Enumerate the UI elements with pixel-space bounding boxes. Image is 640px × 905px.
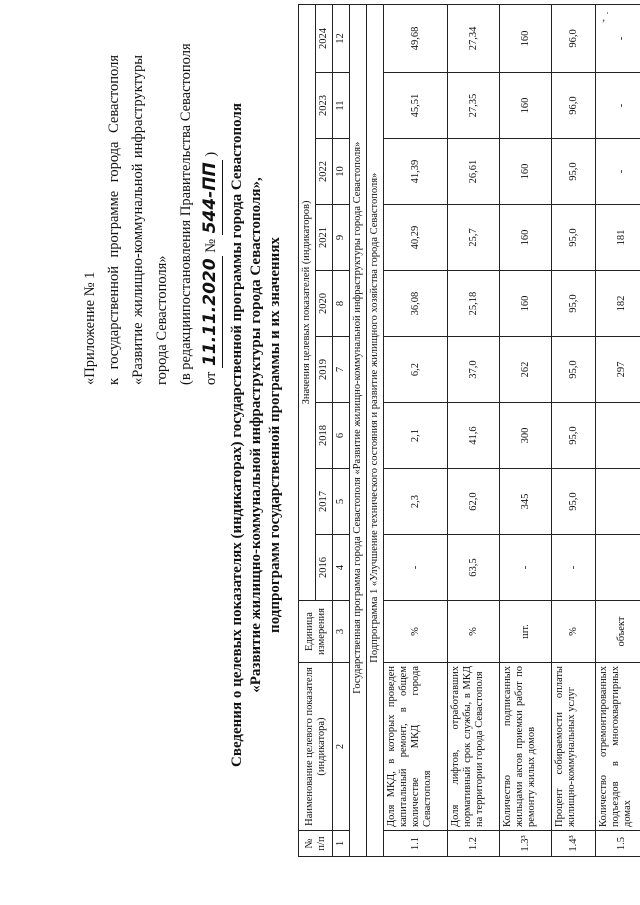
column-number: 12	[333, 4, 350, 72]
row-name: Количество отремонтированных подъездов в многоквартирных домах	[596, 663, 640, 831]
row-value: 2,3	[384, 469, 448, 535]
row-unit: %	[448, 601, 500, 663]
table-row	[552, 4, 596, 856]
row-name: Доля МКД, в которых проведен капитальный ремонт, в общем количестве МКД города Севастополя	[384, 663, 448, 831]
appendix-word: жилищно-коммунальной	[130, 163, 146, 318]
row-value: 37,0	[448, 337, 500, 403]
row-value: 262	[500, 337, 552, 403]
row-num: 1.1	[384, 831, 448, 857]
header-year: 2018	[316, 403, 333, 469]
appendix-line-4: города Севастополя»	[154, 255, 170, 385]
row-value: 95,0	[552, 403, 596, 469]
title-line-3: подпрограмм государственной программы и их значениях	[267, 237, 283, 633]
row-value	[596, 469, 640, 535]
indicators-table	[298, 4, 640, 857]
column-number: 2	[333, 663, 350, 831]
appendix-from: от	[203, 371, 219, 385]
appendix-word: «Развитие	[130, 322, 146, 385]
column-number: 4	[333, 535, 350, 601]
appendix-line-3	[126, 55, 150, 385]
title-line-2: «Развитие жилищно-коммунальной инфраструктуры города Севастополя»,	[248, 177, 264, 693]
row-value: 96,0	[552, 73, 596, 139]
appendix-line-2	[102, 55, 126, 385]
header-year: 2024	[316, 4, 333, 72]
corner-mark: ‚ˈ	[601, 9, 610, 24]
row-value: 95,0	[552, 271, 596, 337]
row-value	[596, 403, 640, 469]
row-value: 345	[500, 469, 552, 535]
row-value: 95,0	[552, 139, 596, 205]
program-title: Государственная программа города Севастополя «Развитие жилищно-коммунальной инфраструктуры города Севастополя»	[350, 4, 367, 830]
document-title	[228, 85, 285, 785]
header-year: 2022	[316, 139, 333, 205]
row-value: 62,0	[448, 469, 500, 535]
header-num: № п/п	[299, 831, 333, 857]
column-number: 1	[333, 831, 350, 857]
row-value: 27,34	[448, 4, 500, 72]
row-value: 95,0	[552, 337, 596, 403]
column-number: 8	[333, 271, 350, 337]
program-spacer	[350, 831, 367, 857]
header-year: 2017	[316, 469, 333, 535]
row-value: -	[384, 535, 448, 601]
appendix-word: Севастополя	[106, 55, 122, 133]
row-value: 96,0	[552, 4, 596, 72]
subprogram-title: Подпрограмма 1 «Улучшение технического состояния и развитие жилищного хозяйства города Севастополя»	[367, 4, 384, 830]
row-value: -	[552, 535, 596, 601]
appendix-word: государственной	[106, 266, 122, 370]
header-name: Наименование целевого показателя (индикатора)	[299, 663, 333, 831]
row-value: 95,0	[552, 469, 596, 535]
handwritten-number: 544-ПП	[198, 160, 223, 235]
appendix-word: постановления Правительства Севастополя	[178, 43, 194, 313]
row-name: Доля лифтов, отработавших нормативный срок службы, в МКД на территории города Севастополя	[448, 663, 500, 831]
header-year: 2023	[316, 73, 333, 139]
header-year: 2019	[316, 337, 333, 403]
appendix-line-6	[198, 55, 223, 385]
row-unit: %	[384, 601, 448, 663]
subprogram-row	[367, 4, 384, 856]
row-value: 2,1	[384, 403, 448, 469]
row-value: 25,7	[448, 205, 500, 271]
table-row	[596, 4, 640, 856]
row-value: 49,68	[384, 4, 448, 72]
row-value: 160	[500, 4, 552, 72]
appendix-no-sign: №	[203, 238, 219, 253]
row-value: 41,39	[384, 139, 448, 205]
row-value: 25,18	[448, 271, 500, 337]
row-value: 160	[500, 205, 552, 271]
column-number: 11	[333, 73, 350, 139]
row-value: 95,0	[552, 205, 596, 271]
column-number: 6	[333, 403, 350, 469]
appendix-word: программе	[106, 190, 122, 258]
row-value: 40,29	[384, 205, 448, 271]
row-unit: %	[552, 601, 596, 663]
column-number: 9	[333, 205, 350, 271]
row-value: 27,35	[448, 73, 500, 139]
row-num: 1.4³	[552, 831, 596, 857]
row-value: -	[500, 535, 552, 601]
column-number-row	[333, 4, 350, 856]
row-value: 181	[596, 205, 640, 271]
row-value: 182	[596, 271, 640, 337]
row-value: 41,6	[448, 403, 500, 469]
column-number: 5	[333, 469, 350, 535]
table-row	[384, 4, 448, 856]
row-name: Количество подписанных жильцами актов приемки работ по ремонту жилых домов	[500, 663, 552, 831]
column-number: 10	[333, 139, 350, 205]
row-value: 160	[500, 271, 552, 337]
row-value: 26,61	[448, 139, 500, 205]
row-value: -	[596, 4, 640, 72]
row-value: 36,08	[384, 271, 448, 337]
appendix-word: инфраструктуры	[130, 55, 146, 159]
header-year: 2016	[316, 535, 333, 601]
row-value: 45,51	[384, 73, 448, 139]
header-row	[299, 4, 316, 856]
row-value: -	[596, 139, 640, 205]
column-number: 7	[333, 337, 350, 403]
row-value: 297	[596, 337, 640, 403]
header-values: Значения целевых показателей (индикаторов)	[299, 4, 316, 600]
appendix-block	[78, 43, 223, 385]
header-year: 2020	[316, 271, 333, 337]
row-value	[596, 535, 640, 601]
header-year: 2021	[316, 205, 333, 271]
row-name: Процент собираемости оплаты жилищно-коммунальных услуг	[552, 663, 596, 831]
row-num: 1.3³	[500, 831, 552, 857]
appendix-word: города	[106, 141, 122, 183]
row-num: 1.2	[448, 831, 500, 857]
column-number: 3	[333, 601, 350, 663]
row-value: 160	[500, 73, 552, 139]
row-unit: шт.	[500, 601, 552, 663]
title-line-1: Сведения о целевых показателях (индикаторах) государственной программы города Севастополя	[229, 103, 245, 767]
appendix-line-5	[174, 43, 198, 385]
row-unit: объект	[596, 601, 640, 663]
row-value: 160	[500, 139, 552, 205]
program-row	[350, 4, 367, 856]
row-value: -	[596, 73, 640, 139]
subprogram-spacer	[367, 831, 384, 857]
table-row	[448, 4, 500, 856]
handwritten-date: 11.11.2020	[198, 256, 223, 368]
row-value: 6,2	[384, 337, 448, 403]
appendix-line-1: «Приложение № 1	[82, 271, 98, 385]
appendix-word: (в редакции	[178, 312, 194, 385]
header-unit: Единица измерения	[299, 601, 333, 663]
appendix-close-paren: )	[203, 151, 219, 157]
appendix-word: к	[106, 377, 122, 385]
row-num: 1.5	[596, 831, 640, 857]
table-row	[500, 4, 552, 856]
row-value: 63,5	[448, 535, 500, 601]
row-value: 300	[500, 403, 552, 469]
